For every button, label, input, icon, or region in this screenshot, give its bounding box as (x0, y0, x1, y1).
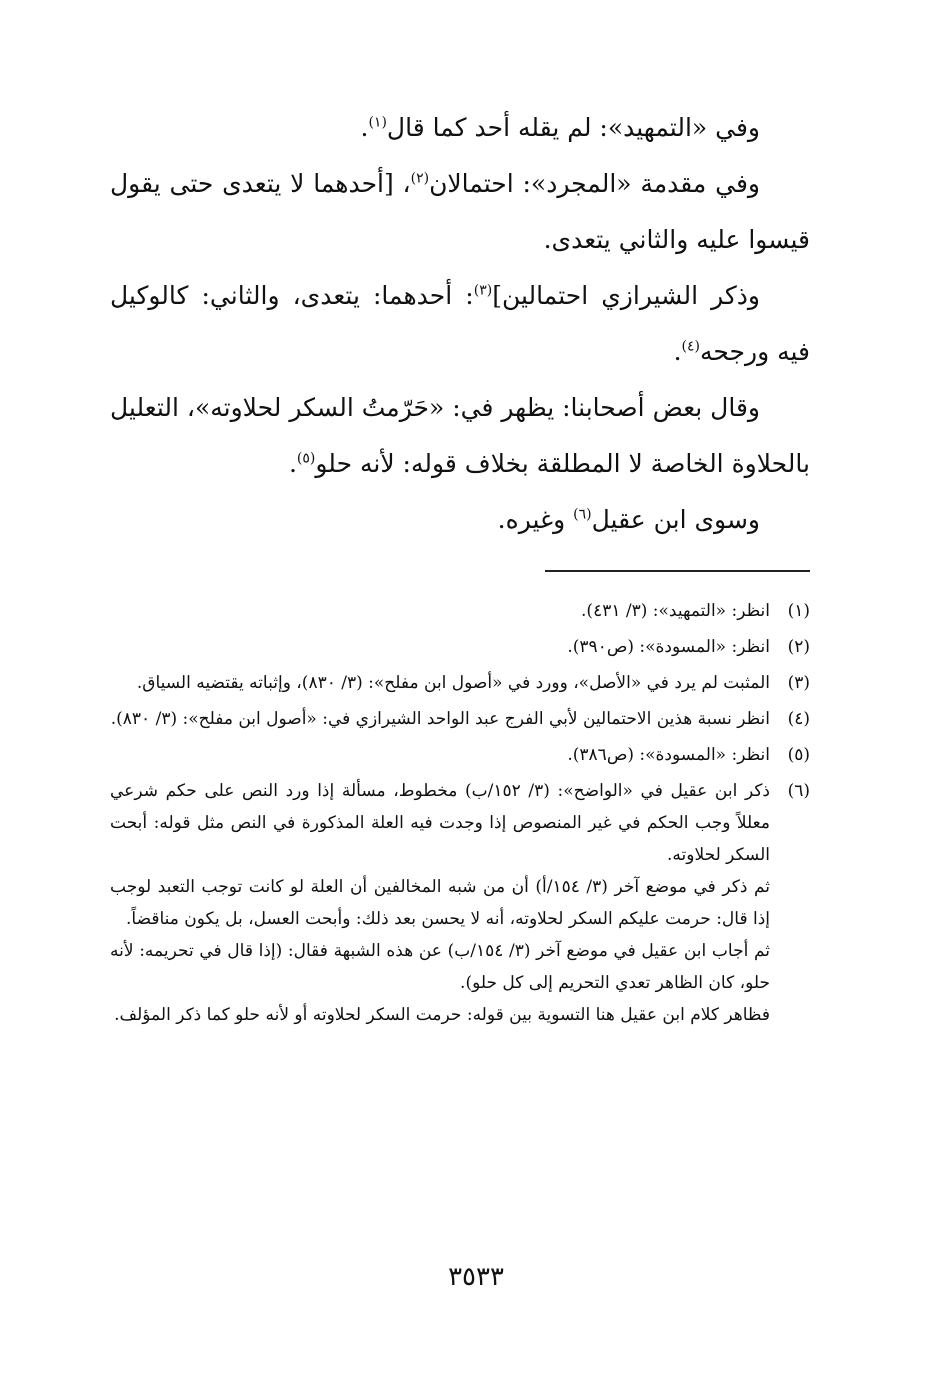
footnote-line: ذكر ابن عقيل في «الواضح»: (٣/ ١٥٢/ب) مخطوط، مسألة إذا ورد النص على حكم شرعي معللاً وجب الحكم في غير المنصوص إذا وجدت فيه العلة المذكورة في النص مثل قوله: أبحت السكر لحلاوته. (110, 781, 771, 865)
footnote-ref[interactable]: (٣) (473, 282, 493, 299)
footnote-number: (٢) (787, 637, 810, 657)
footnote-text (110, 703, 770, 735)
paragraph-5 (110, 492, 810, 548)
footnote-text (110, 667, 770, 699)
footnote-line: انظر نسبة هذين الاحتمالين لأبي الفرج عبد الواحد الشيرازي في: «أصول ابن مفلح»: (٣/ ٨٣٠). (110, 709, 770, 729)
footnote-text (110, 631, 770, 663)
paragraph-text: وغيره. (497, 505, 574, 534)
paragraph-text: . (288, 449, 297, 478)
footnote-number: (٤) (787, 709, 810, 729)
paragraph-4 (110, 380, 810, 492)
footnote-ref[interactable]: (٦) (573, 506, 592, 523)
paragraph-3 (110, 268, 810, 380)
paragraph-text: وفي «التمهيد»: لم يقله أحد كما قال (386, 113, 760, 142)
paragraph-text: . (360, 113, 369, 142)
paragraph-text: وفي مقدمة «المجرد»: احتمالان (429, 169, 760, 198)
footnote-2 (110, 631, 810, 663)
footnote-ref[interactable]: (٤) (681, 338, 700, 355)
footnote-line: ثم ذكر في موضع آخر (٣/ ١٥٤/أ) أن من شبه المخالفين أن العلة لو كانت توجب التعبد لوجب إذا قال: حرمت عليكم السكر لحلاوته، أنه لا يحسن بعد ذلك: وأبحت العسل، بل يكون مناقضاً. (110, 877, 770, 929)
footnote-text (110, 595, 770, 627)
footnote-text (110, 775, 770, 1031)
footnote-number: (٦) (787, 781, 810, 801)
footnote-line: انظر: «المسودة»: (ص٣٨٦). (567, 745, 770, 765)
footnote-divider (545, 570, 810, 572)
footnote-number: (٥) (787, 745, 810, 765)
footnote-number: (٣) (787, 673, 810, 693)
footnote-5 (110, 739, 810, 771)
paragraph-text: وقال بعض أصحابنا: يظهر في: «حَرّمتُ السكر لحلاوته»، التعليل بالحلاوة الخاصة لا المطلقة بخلاف قوله: لأنه حلو (110, 393, 810, 478)
footnote-ref[interactable]: (٢) (410, 170, 430, 187)
paragraph-text: . (673, 337, 682, 366)
footnote-line: انظر: «المسودة»: (ص٣٩٠). (567, 637, 770, 657)
footnote-4 (110, 703, 810, 735)
footnote-3 (110, 667, 810, 699)
footnote-number: (١) (787, 601, 810, 621)
paragraph-2 (110, 156, 810, 268)
footnote-ref[interactable]: (١) (368, 114, 387, 131)
page (110, 100, 810, 1360)
footnote-line: المثبت لم يرد في «الأصل»، وورد في «أصول ابن مفلح»: (٣/ ٨٣٠)، وإثباته يقتضيه السياق. (136, 673, 770, 693)
paragraph-text: وذكر الشيرازي احتمالين] (492, 281, 760, 310)
paragraph-1 (110, 100, 810, 156)
footnote-1 (110, 595, 810, 627)
footnote-6 (110, 775, 810, 1031)
paragraph-text: وسوى ابن عقيل (591, 505, 760, 534)
footnote-line: ثم أجاب ابن عقيل في موضع آخر (٣/ ١٥٤/ب) عن هذه الشبهة فقال: (إذا قال في تحريمه: لأنه حلو، كان الظاهر تعدي التحريم إلى كل حلو). (110, 941, 770, 993)
paragraph-text: : أحدهما: يتعدى، والثاني: كالوكيل فيه ورجحه (110, 281, 810, 366)
page-number: ٣٥٣٣ (448, 1262, 504, 1292)
footnote-text (110, 739, 770, 771)
paragraph-text: ، [أحدهما لا يتعدى حتى يقول قيسوا عليه والثاني يتعدى. (110, 169, 810, 254)
footnote-line: انظر: «التمهيد»: (٣/ ٤٣١). (581, 601, 770, 621)
footnotes (110, 595, 810, 1035)
footnote-line: فظاهر كلام ابن عقيل هنا التسوية بين قوله: حرمت السكر لحلاوته أو لأنه حلو كما ذكر المؤلف. (114, 1005, 770, 1025)
main-text (110, 100, 810, 548)
footnote-ref[interactable]: (٥) (296, 450, 316, 467)
